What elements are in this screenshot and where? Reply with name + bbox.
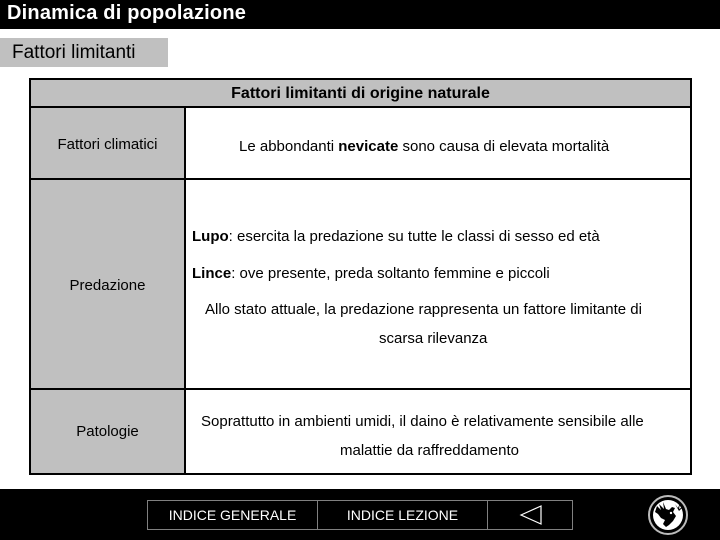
section-subtitle: Fattori limitanti xyxy=(0,38,168,67)
title-bar xyxy=(0,0,720,29)
predation-note-line1: Allo stato attuale, la predazione rappresenta un fattore limitante di xyxy=(205,301,642,318)
lince-text: Lince: ove presente, preda soltanto femmine e piccoli xyxy=(192,265,550,282)
pathologies-line1: Soprattutto in ambienti umidi, il daino è relativamente sensibile alle xyxy=(201,413,644,430)
row-label-climatic: Fattori climatici xyxy=(31,108,186,180)
table-heading: Fattori limitanti di origine naturale xyxy=(31,80,690,108)
climatic-text: Le abbondanti nevicate sono causa di elevata mortalità xyxy=(239,138,610,155)
predation-note-line2: scarsa rilevanza xyxy=(379,330,488,347)
limiting-factors-table xyxy=(29,78,692,475)
back-button[interactable] xyxy=(487,500,573,530)
row-content-pathologies xyxy=(186,390,690,473)
pathologies-line2: malattie da raffreddamento xyxy=(340,442,519,459)
row-label-predation: Predazione xyxy=(31,180,186,390)
row-content-predation xyxy=(186,180,690,390)
page-title: Dinamica di popolazione xyxy=(7,2,247,24)
row-content-climatic xyxy=(186,108,690,180)
lupo-text: Lupo: esercita la predazione su tutte le classi di sesso ed età xyxy=(192,228,600,245)
indice-generale-button[interactable]: INDICE GENERALE xyxy=(147,500,318,530)
indice-lezione-button[interactable]: INDICE LEZIONE xyxy=(317,500,488,530)
deer-logo-icon xyxy=(645,494,691,536)
row-label-pathologies: Patologie xyxy=(31,390,186,473)
triangle-left-icon xyxy=(488,501,574,529)
